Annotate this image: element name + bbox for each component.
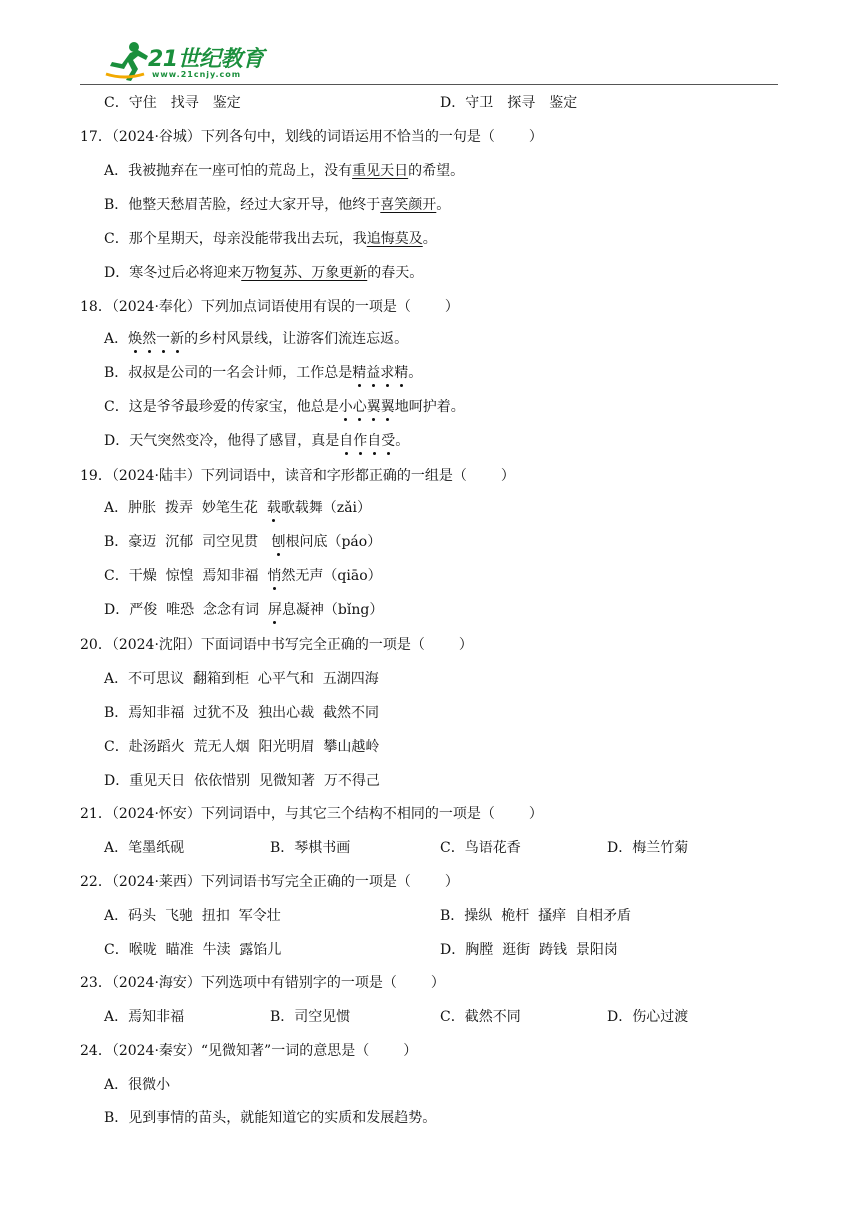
q19-a-text: A．肿胀 拨弄 妙笔生花 (104, 500, 267, 516)
q17-c-underlined: 追悔莫及 (366, 231, 423, 247)
q18-b-dotted-char: 求 (380, 365, 395, 381)
q23-stem-text: 23．（2024·海安）下列选项中有错别字的一项是（ (80, 975, 397, 991)
q18-option-b (104, 363, 422, 383)
q20-stem (80, 635, 473, 655)
q19-option-a (104, 498, 371, 518)
q19-b-tail: 根问底（páo） (285, 534, 382, 550)
q19-c-dotted-char: 悄 (267, 568, 282, 584)
page-header (0, 0, 860, 90)
q18-a-dotted-char: 然 (142, 331, 157, 347)
q24-option-b: B．见到事情的苗头，就能知道它的实质和发展趋势。 (104, 1110, 437, 1126)
q23-paren-close: ） (430, 975, 445, 991)
q22-paren-close: ） (444, 874, 459, 890)
q18-option-d (104, 431, 409, 451)
q22-option-c: C．喉咙 瞄准 牛渎 露馅儿 (104, 942, 282, 958)
q18-d-text: D．天气突然变冷，他得了感冒，真是 (104, 433, 340, 449)
q18-a-tail: 的乡村风景线，让游客们流连忘返。 (184, 331, 409, 347)
q18-a-dotted-char: 一 (156, 331, 171, 347)
q22-stem-text: 22．（2024·莱西）下列词语书写完全正确的一项是（ (80, 874, 411, 890)
q22-option-b: B．操纵 桅杆 搔痒 自相矛盾 (440, 908, 631, 924)
q18-paren-close: ） (444, 299, 459, 315)
q18-d-dotted-char: 自 (367, 433, 382, 449)
q19-d-dotted-char: 屏 (267, 602, 282, 618)
q17-d-text: D．寒冬过后必将迎来 (104, 265, 242, 281)
q22-option-a: A．码头 飞驰 扭扣 军令壮 (104, 908, 281, 924)
q17-c-text: C．那个星期天，母亲没能带我出去玩，我 (104, 231, 367, 247)
q17-b-tail: 。 (436, 197, 451, 213)
q23-option-a: A．焉知非福 (104, 1009, 185, 1025)
q21-option-a: A．笔墨纸砚 (104, 840, 185, 856)
q20-option-a: A．不可思议 翻箱到柜 心平气和 五湖四海 (104, 671, 379, 687)
q16-option-d: D．守卫 探寻 鉴定 (440, 95, 578, 111)
q18-option-a (104, 329, 408, 349)
q21-option-d: D．梅兰竹菊 (607, 840, 689, 856)
q18-a-dotted-char: 焕 (128, 331, 143, 347)
q17-option-d (104, 263, 423, 283)
q17-a-text: A．我被抛弃在一座可怕的荒岛上，没有 (104, 163, 353, 179)
q21-paren-close: ） (528, 806, 543, 822)
q19-b-text: B．豪迈 沉郁 司空见贯 (104, 534, 272, 550)
q20-option-b: B．焉知非福 过犹不及 独出心裁 截然不同 (104, 705, 379, 721)
q18-c-dotted-char: 小 (338, 399, 353, 415)
q18-d-dotted-char: 作 (353, 433, 368, 449)
q19-option-c (104, 566, 382, 586)
q19-d-tail: 息凝神（bǐng） (281, 602, 384, 618)
q18-d-dotted-char: 受 (381, 433, 396, 449)
q21-stem (80, 804, 543, 824)
q17-option-a (104, 161, 464, 181)
q18-b-dotted-char: 精 (394, 365, 409, 381)
q18-stem-text: 18．（2024·奉化）下列加点词语使用有误的一项是（ (80, 299, 411, 315)
q23-option-c: C．截然不同 (440, 1009, 521, 1025)
q20-paren-close: ） (458, 637, 473, 653)
q17-a-tail: 的希望。 (408, 163, 465, 179)
q19-c-tail: 然无声（qiāo） (281, 568, 382, 584)
q19-a-tail: 歌载舞（zǎi） (280, 500, 372, 516)
q18-b-dotted-char: 精 (352, 365, 367, 381)
header-divider (80, 84, 778, 85)
q18-stem (80, 297, 459, 317)
q24-paren-close: ） (403, 1043, 418, 1059)
q21-option-c: C．鸟语花香 (440, 840, 521, 856)
q17-d-underlined: 万物复苏、万象更新 (241, 265, 368, 281)
q24-stem (80, 1041, 417, 1061)
q19-b-dotted-char: 刨 (271, 534, 286, 550)
logo-text: 21世纪教育 (148, 47, 264, 72)
q17-b-text: B．他整天愁眉苦脸，经过大家开导，他终于 (104, 197, 381, 213)
q20-option-c: C．赴汤蹈火 荒无人烟 阳光明眉 攀山越岭 (104, 739, 380, 755)
q18-b-dotted-char: 益 (366, 365, 381, 381)
q17-stem (80, 127, 543, 147)
q22-stem (80, 872, 459, 892)
q18-a-dotted-char: 新 (170, 331, 185, 347)
q17-a-underlined: 重见天日 (352, 163, 409, 179)
q18-c-dotted-char: 翼 (380, 399, 395, 415)
q17-option-b (104, 195, 450, 215)
q19-stem (80, 466, 515, 486)
q21-option-b: B．琴棋书画 (270, 840, 351, 856)
q18-c-text: C．这是爷爷最珍爱的传家宝，他总是 (104, 399, 339, 415)
q17-b-underlined: 喜笑颜开 (380, 197, 437, 213)
logo-url: www.21cnjy.com (152, 70, 242, 79)
q19-c-text: C．干燥 惊惶 焉知非福 (104, 568, 268, 584)
q20-option-d: D．重见天日 依依惜别 见微知著 万不得己 (104, 773, 380, 789)
q18-option-c (104, 397, 465, 417)
q23-stem (80, 973, 445, 993)
q20-stem-text: 20．（2024·沈阳）下面词语中书写完全正确的一项是（ (80, 637, 425, 653)
q18-b-text: B．叔叔是公司的一名会计师，工作总是 (104, 365, 353, 381)
q24-stem-text: 24．（2024·秦安）“见微知著”一词的意思是（ (80, 1043, 370, 1059)
q18-b-tail: 。 (408, 365, 423, 381)
q21-stem-text: 21．（2024·怀安）下列词语中，与其它三个结构不相同的一项是（ (80, 806, 495, 822)
q18-d-dotted-char: 自 (339, 433, 354, 449)
q19-paren-close: ） (500, 468, 515, 484)
q18-c-dotted-char: 翼 (366, 399, 381, 415)
q16-option-c: C．守住 找寻 鉴定 (104, 95, 241, 111)
q19-option-d (104, 600, 383, 620)
q24-option-a: A．很微小 (104, 1077, 171, 1093)
q19-a-dotted-char: 载 (266, 500, 281, 516)
q17-c-tail: 。 (422, 231, 437, 247)
q23-option-b: B．司空见惯 (270, 1009, 351, 1025)
q18-c-dotted-char: 心 (352, 399, 367, 415)
q23-option-d: D．伤心过渡 (607, 1009, 689, 1025)
q19-d-text: D．严俊 唯恐 念念有词 (104, 602, 268, 618)
q18-c-tail: 地呵护着。 (394, 399, 465, 415)
q19-option-b (104, 532, 381, 552)
q17-stem-text: 17．（2024·谷城）下列各句中，划线的词语运用不恰当的一句是（ (80, 129, 495, 145)
logo (104, 40, 274, 84)
q18-d-tail: 。 (395, 433, 410, 449)
q19-stem-text: 19．（2024·陆丰）下列词语中，读音和字形都正确的一组是（ (80, 468, 467, 484)
q17-paren-close: ） (528, 129, 543, 145)
q22-option-d: D．胸膛 逛街 踌钱 景阳岗 (440, 942, 618, 958)
q18-a-text: A． (104, 331, 129, 347)
runner-logo-icon (104, 40, 150, 82)
q17-option-c (104, 229, 437, 249)
q17-d-tail: 的春天。 (367, 265, 424, 281)
